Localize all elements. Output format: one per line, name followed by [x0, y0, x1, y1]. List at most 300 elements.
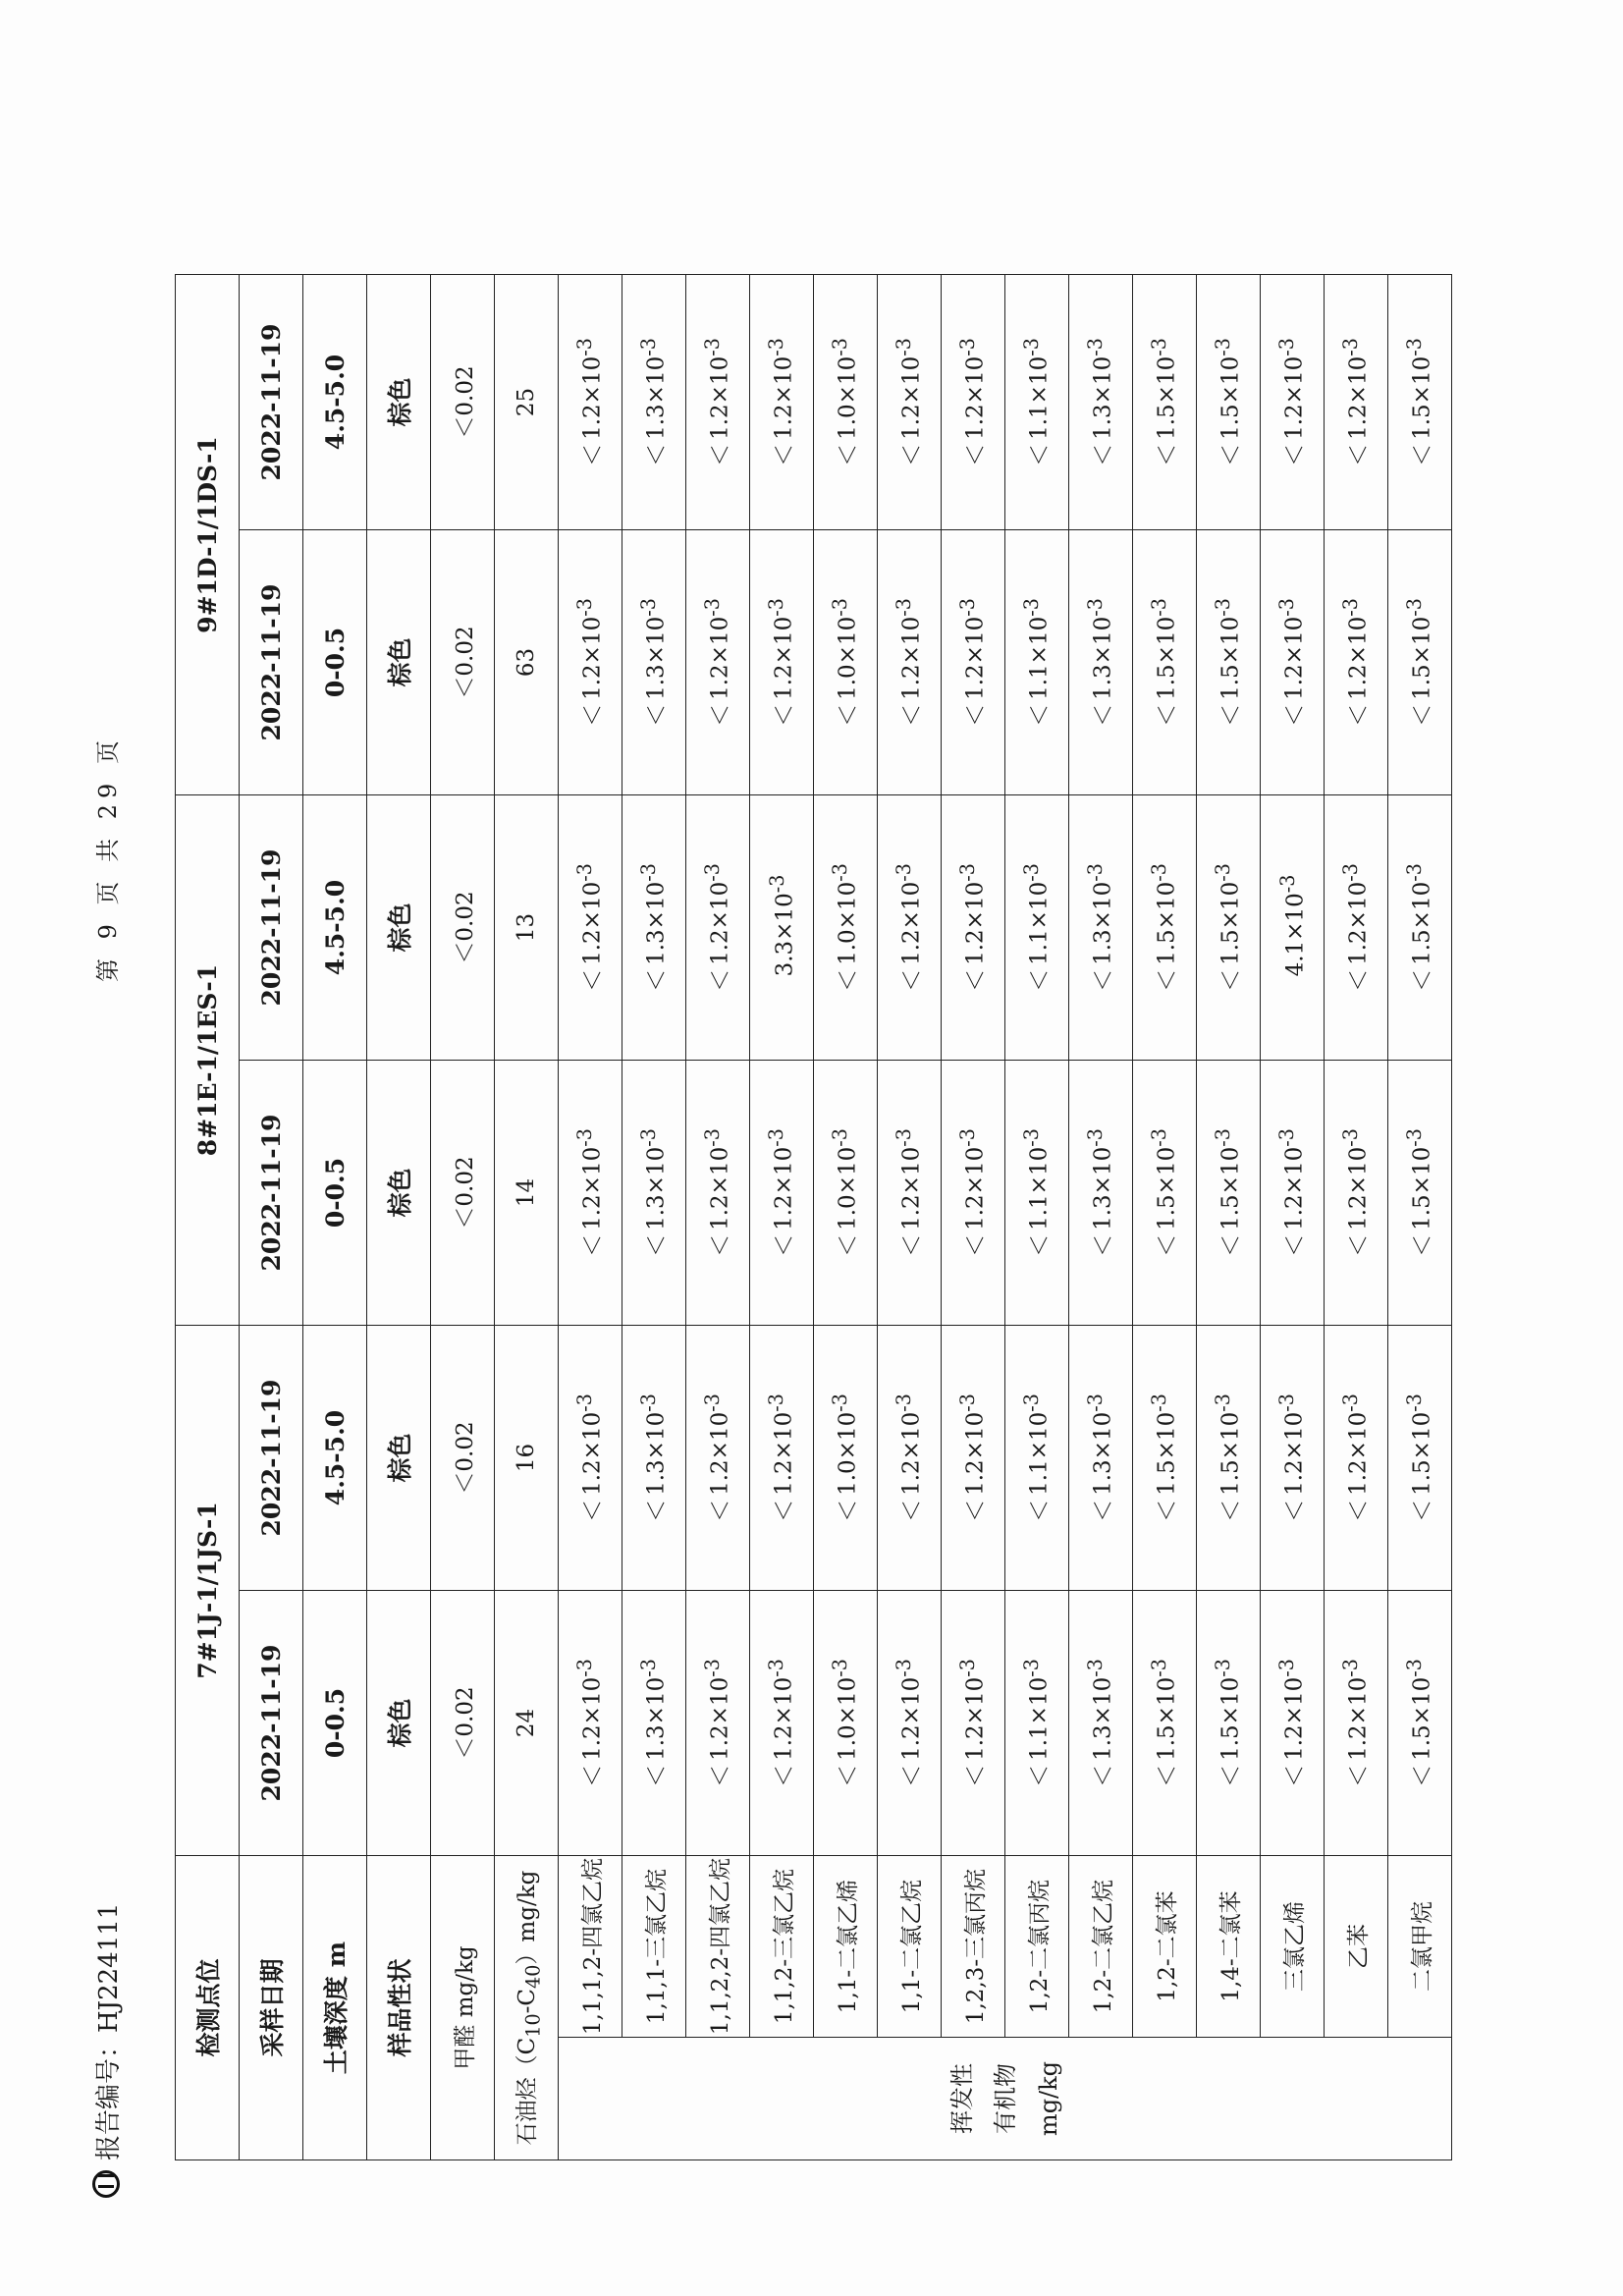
mantissa: 1.1 — [1026, 404, 1053, 440]
voc-value — [1197, 275, 1261, 530]
exponent: -3 — [956, 338, 980, 356]
less-than-sign: ＜ — [898, 1233, 925, 1257]
voc-value — [1133, 275, 1197, 530]
times-ten: ×10 — [579, 1676, 606, 1725]
times-ten: ×10 — [1345, 616, 1372, 665]
mantissa: 1.3 — [1090, 664, 1116, 700]
depth-cell: 4.5-5.0 — [303, 1326, 367, 1591]
petroleum-value: 14 — [495, 1061, 559, 1326]
voc-row — [1197, 275, 1261, 2160]
mantissa: 1.2 — [962, 1724, 989, 1761]
exponent: -3 — [829, 598, 852, 617]
voc-value — [878, 1591, 942, 1856]
depth-cell: 0-0.5 — [303, 530, 367, 795]
less-than-sign: ＜ — [1345, 1499, 1372, 1522]
mantissa: 1.2 — [1345, 1194, 1372, 1230]
times-ten: ×10 — [962, 1146, 989, 1195]
mantissa: 1.2 — [962, 404, 989, 440]
mantissa: 1.2 — [771, 1194, 797, 1230]
voc-compound-name: 1,1-二氯乙烯 — [814, 1856, 878, 2038]
less-than-sign: ＜ — [771, 1764, 797, 1787]
petroleum-value: 16 — [495, 1326, 559, 1591]
times-ten: ×10 — [1154, 355, 1180, 405]
times-ten: ×10 — [835, 1411, 861, 1460]
voc-value — [942, 1061, 1005, 1326]
voc-value — [878, 795, 942, 1061]
times-ten: ×10 — [1281, 616, 1308, 665]
exponent: -3 — [637, 1128, 661, 1147]
exponent: -3 — [1212, 338, 1235, 356]
date-cell: 2022-11-19 — [240, 1326, 303, 1591]
less-than-sign: ＜ — [1154, 703, 1180, 727]
times-ten: ×10 — [835, 1146, 861, 1195]
mantissa: 1.2 — [898, 664, 925, 700]
mantissa: 1.5 — [1217, 404, 1244, 440]
mantissa: 1.2 — [962, 664, 989, 700]
voc-value — [1261, 1591, 1325, 1856]
exponent: -3 — [1339, 1659, 1363, 1677]
voc-value — [814, 795, 878, 1061]
mantissa: 1.3 — [643, 1194, 670, 1230]
voc-value — [814, 1591, 878, 1856]
voc-row — [1005, 275, 1069, 2160]
voc-value — [686, 530, 750, 795]
less-than-sign: ＜ — [771, 443, 797, 466]
times-ten: ×10 — [1217, 355, 1244, 405]
formaldehyde-value: ＜0.02 — [431, 1061, 495, 1326]
voc-value — [1005, 1591, 1069, 1856]
less-than-sign: ＜ — [1154, 1499, 1180, 1522]
voc-value — [750, 1326, 814, 1591]
times-ten: ×10 — [898, 355, 925, 405]
less-than-sign: ＜ — [1154, 1764, 1180, 1787]
times-ten: ×10 — [1217, 616, 1244, 665]
voc-value — [750, 1061, 814, 1326]
exponent: -3 — [1339, 1128, 1363, 1147]
exponent: -3 — [701, 598, 725, 617]
voc-row — [1261, 275, 1325, 2160]
mantissa: 1.3 — [1090, 1724, 1116, 1761]
mantissa: 1.0 — [835, 664, 861, 700]
voc-value — [1388, 795, 1452, 1061]
times-ten: ×10 — [579, 355, 606, 405]
exponent: -3 — [1403, 1128, 1427, 1147]
appearance-cell: 棕色 — [367, 530, 431, 795]
times-ten: ×10 — [579, 881, 606, 930]
voc-value — [1005, 1326, 1069, 1591]
appearance-cell: 棕色 — [367, 1591, 431, 1856]
exponent: -3 — [1020, 598, 1044, 617]
voc-compound-name: 1,1,1-三氯乙烷 — [622, 1856, 686, 2038]
times-ten: ×10 — [1026, 1676, 1053, 1725]
voc-value — [686, 1326, 750, 1591]
voc-value — [1133, 530, 1197, 795]
voc-value — [1069, 275, 1133, 530]
voc-compound-name: 1,2-二氯丙烷 — [1005, 1856, 1069, 2038]
exponent: -3 — [1020, 863, 1044, 882]
less-than-sign: ＜ — [1409, 1233, 1435, 1257]
voc-value — [1197, 1591, 1261, 1856]
times-ten: ×10 — [1154, 1146, 1180, 1195]
label-date: 采样日期 — [240, 1856, 303, 2160]
voc-group-label — [559, 2038, 1452, 2160]
date-cell: 2022-11-19 — [240, 530, 303, 795]
exponent: -3 — [701, 863, 725, 882]
times-ten: ×10 — [835, 616, 861, 665]
exponent: -3 — [765, 1128, 788, 1147]
exponent: -3 — [1403, 1659, 1427, 1677]
voc-value — [1261, 1061, 1325, 1326]
voc-group-line: mg/kg — [1034, 2060, 1062, 2137]
voc-value — [1197, 1326, 1261, 1591]
voc-group-line: 挥发性 — [947, 2063, 976, 2134]
voc-compound-name: 1,1,2-三氯乙烷 — [750, 1856, 814, 2038]
times-ten: ×10 — [1090, 355, 1116, 405]
less-than-sign: ＜ — [1281, 443, 1308, 466]
exponent: -3 — [1212, 863, 1235, 882]
times-ten: ×10 — [898, 616, 925, 665]
voc-value — [750, 530, 814, 795]
exponent: -3 — [893, 863, 916, 882]
mantissa: 1.2 — [771, 1459, 797, 1496]
voc-value — [1069, 530, 1133, 795]
mantissa: 1.2 — [1281, 1724, 1308, 1761]
voc-value — [559, 275, 622, 530]
less-than-sign: ＜ — [835, 1499, 861, 1522]
row-location — [176, 275, 240, 2160]
less-than-sign: ＜ — [1026, 1499, 1053, 1522]
exponent: -3 — [1148, 1659, 1171, 1677]
times-ten: ×10 — [1217, 881, 1244, 930]
less-than-sign: ＜ — [1217, 968, 1244, 992]
less-than-sign: ＜ — [1281, 1764, 1308, 1787]
mantissa: 1.5 — [1409, 1724, 1435, 1761]
less-than-sign: ＜ — [643, 443, 670, 466]
exponent: -3 — [1275, 1394, 1299, 1412]
mantissa: 1.2 — [579, 1459, 606, 1496]
exponent: -3 — [701, 1394, 725, 1412]
test-results-table — [175, 274, 1452, 2160]
times-ten: ×10 — [643, 1676, 670, 1725]
mantissa: 1.2 — [707, 664, 733, 700]
times-ten: ×10 — [1345, 881, 1372, 930]
less-than-sign: ＜ — [707, 1499, 733, 1522]
exponent: -3 — [765, 1659, 788, 1677]
times-ten: ×10 — [962, 1676, 989, 1725]
times-ten: ×10 — [898, 1411, 925, 1460]
voc-value — [814, 530, 878, 795]
petroleum-value: 63 — [495, 530, 559, 795]
times-ten: ×10 — [771, 616, 797, 665]
mantissa: 1.3 — [1090, 404, 1116, 440]
location-1: 7#1J-1/1JS-1 — [176, 1326, 240, 1856]
voc-row — [942, 275, 1005, 2160]
petroleum-value: 25 — [495, 275, 559, 530]
voc-compound-name: 1,2-二氯乙烷 — [1069, 1856, 1133, 2038]
petroleum-label-post: ）mg/kg — [514, 1870, 540, 1965]
less-than-sign: ＜ — [643, 968, 670, 992]
voc-row — [878, 275, 942, 2160]
mantissa: 1.5 — [1217, 664, 1244, 700]
exponent: -3 — [1020, 1659, 1044, 1677]
voc-value — [686, 275, 750, 530]
exponent: -3 — [829, 1394, 852, 1412]
exponent: -3 — [573, 598, 597, 617]
mantissa: 1.2 — [579, 404, 606, 440]
depth-cell: 0-0.5 — [303, 1591, 367, 1856]
exponent: -3 — [1339, 598, 1363, 617]
voc-value — [750, 795, 814, 1061]
mantissa: 1.2 — [898, 404, 925, 440]
voc-value — [1325, 275, 1388, 530]
voc-value — [1005, 795, 1069, 1061]
times-ten: ×10 — [1345, 1146, 1372, 1195]
exponent: -3 — [701, 1659, 725, 1677]
times-ten: ×10 — [707, 881, 733, 930]
mantissa: 1.3 — [643, 1459, 670, 1496]
voc-value — [942, 1326, 1005, 1591]
voc-value — [1325, 795, 1388, 1061]
mantissa: 1.0 — [835, 1724, 861, 1761]
voc-value — [622, 275, 686, 530]
mantissa: 1.2 — [1345, 664, 1372, 700]
voc-value — [622, 530, 686, 795]
exponent: -3 — [573, 1394, 597, 1412]
less-than-sign: ＜ — [643, 1233, 670, 1257]
less-than-sign: ＜ — [1026, 968, 1053, 992]
less-than-sign: ＜ — [898, 1764, 925, 1787]
voc-value — [1388, 530, 1452, 795]
mantissa: 1.5 — [1409, 404, 1435, 440]
less-than-sign: ＜ — [1409, 703, 1435, 727]
mantissa: 1.0 — [835, 404, 861, 440]
voc-value — [1197, 1061, 1261, 1326]
voc-row — [1388, 275, 1452, 2160]
less-than-sign: ＜ — [1090, 1764, 1116, 1787]
voc-value — [1197, 795, 1261, 1061]
appearance-cell: 棕色 — [367, 795, 431, 1061]
mantissa: 1.3 — [643, 1724, 670, 1761]
exponent: -3 — [1148, 1394, 1171, 1412]
voc-group-line: 有机物 — [991, 2063, 1019, 2134]
less-than-sign: ＜ — [1026, 703, 1053, 727]
formaldehyde-value: ＜0.02 — [431, 275, 495, 530]
voc-value — [1261, 1326, 1325, 1591]
less-than-sign: ＜ — [707, 1764, 733, 1787]
less-than-sign: ＜ — [1409, 968, 1435, 992]
mantissa: 1.2 — [1281, 1194, 1308, 1230]
mantissa: 1.2 — [707, 404, 733, 440]
less-than-sign: ＜ — [1217, 443, 1244, 466]
less-than-sign: ＜ — [771, 703, 797, 727]
exponent: -3 — [1148, 598, 1171, 617]
voc-row — [622, 275, 686, 2160]
times-ten: ×10 — [1026, 355, 1053, 405]
mantissa: 1.5 — [1154, 1194, 1180, 1230]
exponent: -3 — [1020, 338, 1044, 356]
exponent: -3 — [765, 338, 788, 356]
mantissa: 1.2 — [707, 929, 733, 965]
voc-value — [814, 1061, 878, 1326]
mantissa: 1.2 — [1281, 404, 1308, 440]
mantissa: 1.2 — [1281, 1459, 1308, 1496]
formaldehyde-value: ＜0.02 — [431, 795, 495, 1061]
less-than-sign: ＜ — [1217, 1233, 1244, 1257]
times-ten: ×10 — [579, 616, 606, 665]
times-ten: ×10 — [772, 893, 798, 941]
less-than-sign: ＜ — [579, 443, 606, 466]
mantissa: 1.5 — [1409, 929, 1435, 965]
exponent: -3 — [893, 1128, 916, 1147]
times-ten: ×10 — [1154, 616, 1180, 665]
times-ten: ×10 — [707, 355, 733, 405]
label-formaldehyde: 甲醛 mg/kg — [431, 1856, 495, 2160]
times-ten: ×10 — [1154, 1411, 1180, 1460]
voc-compound-name: 1,1,1,2-四氯乙烷 — [559, 1856, 622, 2038]
mantissa: 1.5 — [1154, 404, 1180, 440]
mantissa: 1.5 — [1154, 1459, 1180, 1496]
mantissa: 1.0 — [835, 1459, 861, 1496]
mantissa: 1.0 — [835, 1194, 861, 1230]
less-than-sign: ＜ — [1026, 443, 1053, 466]
depth-cell: 0-0.5 — [303, 1061, 367, 1326]
voc-value — [750, 1591, 814, 1856]
times-ten: ×10 — [643, 616, 670, 665]
times-ten: ×10 — [1090, 1676, 1116, 1725]
mantissa: 1.3 — [1090, 929, 1116, 965]
voc-value — [686, 795, 750, 1061]
voc-value — [622, 1326, 686, 1591]
less-than-sign: ＜ — [1026, 1233, 1053, 1257]
less-than-sign: ＜ — [1345, 1764, 1372, 1787]
times-ten: ×10 — [1345, 355, 1372, 405]
exponent: -3 — [573, 1128, 597, 1147]
times-ten: ×10 — [1409, 1411, 1435, 1460]
times-ten: ×10 — [1217, 1146, 1244, 1195]
mantissa: 1.5 — [1217, 929, 1244, 965]
mantissa: 1.2 — [579, 1194, 606, 1230]
voc-value — [942, 1591, 1005, 1856]
voc-row — [559, 275, 622, 2160]
less-than-sign: ＜ — [1090, 968, 1116, 992]
less-than-sign: ＜ — [835, 1233, 861, 1257]
less-than-sign: ＜ — [1345, 968, 1372, 992]
mantissa: 1.5 — [1409, 664, 1435, 700]
times-ten: ×10 — [643, 1411, 670, 1460]
less-than-sign: ＜ — [962, 1233, 989, 1257]
voc-value — [878, 1326, 942, 1591]
exponent: -3 — [956, 1394, 980, 1412]
mantissa: 4.1 — [1282, 940, 1309, 977]
depth-cell: 4.5-5.0 — [303, 795, 367, 1061]
appearance-cell: 棕色 — [367, 275, 431, 530]
voc-compound-name: 1,2-二氯苯 — [1133, 1856, 1197, 2038]
voc-compound-name: 乙苯 — [1325, 1856, 1388, 2038]
times-ten: ×10 — [1281, 1411, 1308, 1460]
appearance-cell: 棕色 — [367, 1061, 431, 1326]
less-than-sign: ＜ — [1026, 1764, 1053, 1787]
exponent: -3 — [829, 338, 852, 356]
exponent: -3 — [1275, 1659, 1299, 1677]
less-than-sign: ＜ — [835, 703, 861, 727]
times-ten: ×10 — [771, 355, 797, 405]
mantissa: 1.1 — [1026, 1724, 1053, 1761]
times-ten: ×10 — [643, 881, 670, 930]
exponent: -3 — [1212, 1128, 1235, 1147]
exponent: -3 — [829, 1659, 852, 1677]
voc-compound-name: 二氯甲烷 — [1388, 1856, 1452, 2038]
times-ten: ×10 — [771, 1146, 797, 1195]
exponent: -3 — [1084, 1394, 1108, 1412]
less-than-sign: ＜ — [1409, 443, 1435, 466]
exponent: -3 — [893, 1659, 916, 1677]
voc-value — [1388, 1326, 1452, 1591]
times-ten: ×10 — [835, 881, 861, 930]
exponent: -3 — [956, 1128, 980, 1147]
voc-value — [1069, 1326, 1133, 1591]
report-number: 报告编号：HJ224111 — [94, 1902, 124, 2160]
exponent: -3 — [956, 598, 980, 617]
less-than-sign: ＜ — [1281, 1233, 1308, 1257]
mantissa: 1.2 — [898, 1724, 925, 1761]
voc-value — [1261, 795, 1325, 1061]
less-than-sign: ＜ — [1217, 1499, 1244, 1522]
mantissa: 1.2 — [579, 929, 606, 965]
less-than-sign: ＜ — [962, 443, 989, 466]
less-than-sign: ＜ — [1090, 703, 1116, 727]
location-2: 8#1E-1/1ES-1 — [176, 795, 240, 1326]
exponent: -3 — [829, 863, 852, 882]
mantissa: 1.2 — [707, 1724, 733, 1761]
exponent: -3 — [1403, 338, 1427, 356]
exponent: -3 — [1212, 1659, 1235, 1677]
exponent: -3 — [1148, 1128, 1171, 1147]
mantissa: 1.5 — [1154, 1724, 1180, 1761]
mantissa: 1.1 — [1026, 929, 1053, 965]
voc-compound-name: 1,4-二氯苯 — [1197, 1856, 1261, 2038]
less-than-sign: ＜ — [579, 1499, 606, 1522]
voc-row — [1325, 275, 1388, 2160]
mantissa: 1.2 — [1345, 1459, 1372, 1496]
times-ten: ×10 — [962, 1411, 989, 1460]
times-ten: ×10 — [1409, 881, 1435, 930]
exponent: -3 — [1275, 874, 1299, 894]
times-ten: ×10 — [1282, 893, 1309, 941]
mantissa: 1.5 — [1217, 1459, 1244, 1496]
less-than-sign: ＜ — [835, 968, 861, 992]
company-logo-icon — [92, 2170, 120, 2198]
voc-value — [1388, 1061, 1452, 1326]
less-than-sign: ＜ — [962, 1764, 989, 1787]
voc-value — [1133, 1326, 1197, 1591]
less-than-sign: ＜ — [1217, 703, 1244, 727]
times-ten: ×10 — [898, 1676, 925, 1725]
exponent: -3 — [1084, 598, 1108, 617]
exponent: -3 — [1212, 598, 1235, 617]
exponent: -3 — [765, 1394, 788, 1412]
voc-value — [1069, 1061, 1133, 1326]
times-ten: ×10 — [835, 1676, 861, 1725]
mantissa: 1.2 — [707, 1194, 733, 1230]
exponent: -3 — [829, 1128, 852, 1147]
times-ten: ×10 — [771, 1411, 797, 1460]
row-date — [240, 275, 303, 2160]
voc-value — [622, 1591, 686, 1856]
voc-value — [686, 1061, 750, 1326]
times-ten: ×10 — [1026, 1146, 1053, 1195]
less-than-sign: ＜ — [707, 968, 733, 992]
location-3: 9#1D-1/1DS-1 — [176, 275, 240, 795]
